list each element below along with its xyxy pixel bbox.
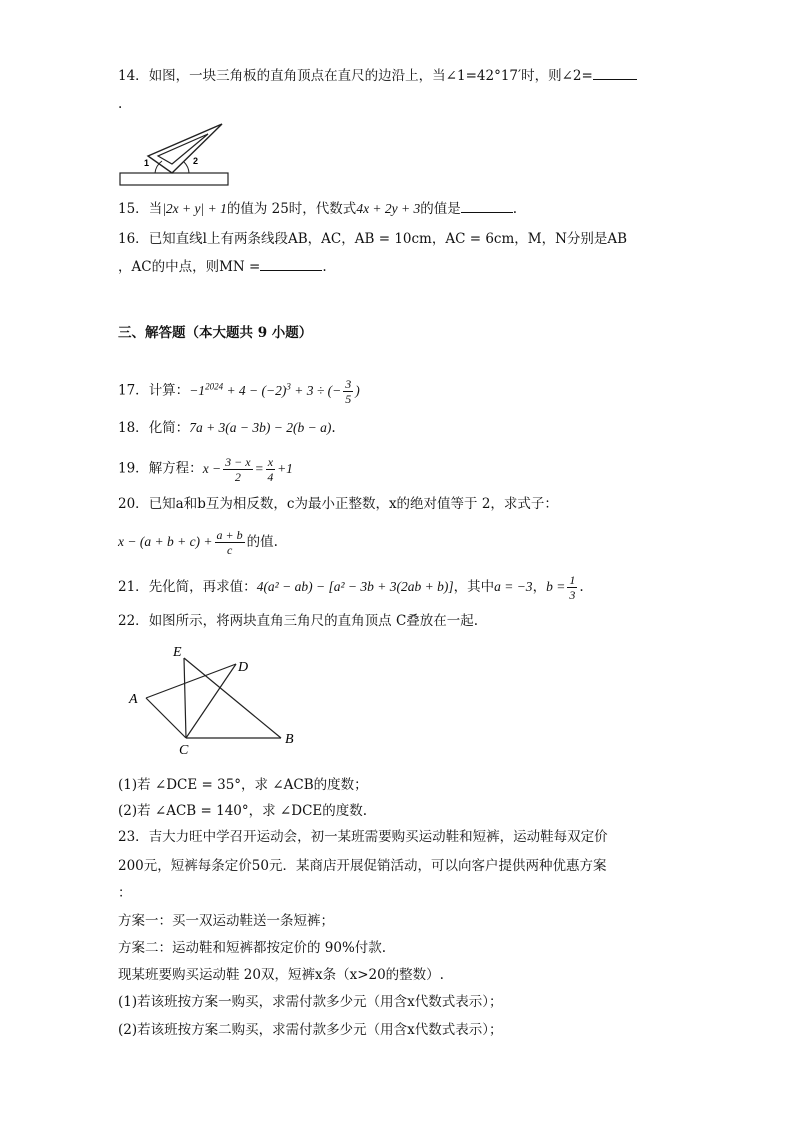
q23-line2: 200元，短裤每条定价50元．某商店开展促销活动，可以向客户提供两种优惠方案 <box>118 858 607 874</box>
section-title: 三、解答题（本大题共 9 小题） <box>118 325 313 341</box>
q14-line1 <box>118 66 637 86</box>
q16-answer-blank <box>260 258 322 271</box>
q22-text: 如图所示，将两块直角三角尺的直角顶点 C叠放在一起. <box>148 613 479 629</box>
q17-line: 17．计算：$-1^{2024} + 4 - (-2)^3 + 3$ ÷ (− $\frac{3}{5}$ ) <box>118 376 360 406</box>
q22-part1: (1)若 ∠DCE = 35°，求 ∠ACB的度数； <box>118 777 368 793</box>
q17-fraction: $\frac{3}{5}$ <box>345 376 352 406</box>
q21-line: 21．先化简，再求值：4(a² − ab) − [a² − 3b + 3(2ab + b)]，其中a = −3，b = $\frac{1}{3}$ . <box>118 573 584 602</box>
q23-plan2: 方案二：运动鞋和短裤都按定价的 90%付款. <box>118 940 387 956</box>
segment-AC <box>146 698 186 738</box>
q14-answer-blank <box>593 67 637 80</box>
segment-EC <box>184 658 186 738</box>
q18-expr: 7a + 3(a − 3b) − 2(b − a) <box>189 420 332 435</box>
segment-CD <box>186 664 236 738</box>
point-B-label: B <box>285 732 294 747</box>
q14-text: 如图，一块三角板的直角顶点在直尺的边沿上，当∠1=42°17′时，则∠2= <box>148 68 593 84</box>
q23-line3: ： <box>118 885 132 901</box>
q22-part2: (2)若 ∠ACB = 140°，求 ∠DCE的度数. <box>118 803 368 819</box>
q21-fraction: $\frac{1}{3}$ <box>569 573 576 602</box>
q22-line: 22．如图所示，将两块直角三角尺的直角顶点 C叠放在一起. <box>118 613 479 629</box>
q23-line1: 23．吉大力旺中学召开运动会，初一某班需要购买运动鞋和短裤，运动鞋每双定价 <box>118 829 608 845</box>
q16-line1: 16．已知直线l上有两条线段AB，AC，AB = 10cm，AC = 6cm，M，N分别是AB <box>118 231 628 247</box>
q19-line: 19．解方程：x − $\frac{3 - x}{2}$ = $\frac{x}{4}$ +1 <box>118 455 293 484</box>
point-E-label: E <box>173 645 182 660</box>
q20-line1: 20．已知a和b互为相反数，c为最小正整数，x的绝对值等于 2，求式子： <box>118 496 558 512</box>
q23-part2: (2)若该班按方案二购买，求需付款多少元（用含x代数式表示）； <box>118 1022 503 1038</box>
q20-fraction: $\frac{a + b}{c}$ <box>216 528 243 557</box>
q18-line: 18．化简：7a + 3(a − 3b) − 2(b − a). <box>118 420 336 436</box>
q16-line2: ，AC的中点，则MN = . <box>118 259 327 275</box>
q19-fraction2: $\frac{x}{4}$ <box>267 455 274 484</box>
q23-line4: 现某班要购买运动鞋 20双，短裤x条（x>20的整数）. <box>118 967 444 983</box>
q22-figure <box>118 640 308 758</box>
q15-answer-blank <box>461 200 513 213</box>
q19-fraction1: $\frac{3 - x}{2}$ <box>225 455 251 484</box>
point-C-label: C <box>179 743 189 758</box>
point-D-label: D <box>238 660 249 675</box>
q14-line2: . <box>118 96 123 112</box>
q14-number: 14． <box>118 68 149 84</box>
q16-text: 已知直线l上有两条线段AB，AC，AB = 10cm，AC = 6cm，M，N分别是AB <box>148 231 628 247</box>
q23-plan1: 方案一：买一双运动鞋送一条短裤； <box>118 913 334 929</box>
q21-expr: 4(a² − ab) − [a² − 3b + 3(2ab + b)] <box>256 579 454 594</box>
q15-line: 15．当|2x + y| + 1的值为 25时，代数式4x + 2y + 3的值是 . <box>118 201 518 217</box>
angle1-label: 1 <box>144 158 150 168</box>
q20-text: 已知a和b互为相反数，c为最小正整数，x的绝对值等于 2，求式子： <box>148 496 558 512</box>
q23-part1: (1)若该班按方案一购买，求需付款多少元（用含x代数式表示）； <box>118 994 503 1010</box>
angle2-arc <box>184 162 189 173</box>
segment-AD <box>146 664 236 698</box>
q14-figure <box>118 120 232 188</box>
ruler-shape <box>120 173 228 185</box>
angle2-label: 2 <box>193 156 199 166</box>
q15-expr1: |2x + y| + 1 <box>162 201 227 216</box>
point-A-label: A <box>129 692 138 707</box>
q15-expr2: 4x + 2y + 3 <box>356 201 421 216</box>
q20-line2: x − (a + b + c) + $\frac{a + b}{c}$ 的值. <box>118 528 278 557</box>
